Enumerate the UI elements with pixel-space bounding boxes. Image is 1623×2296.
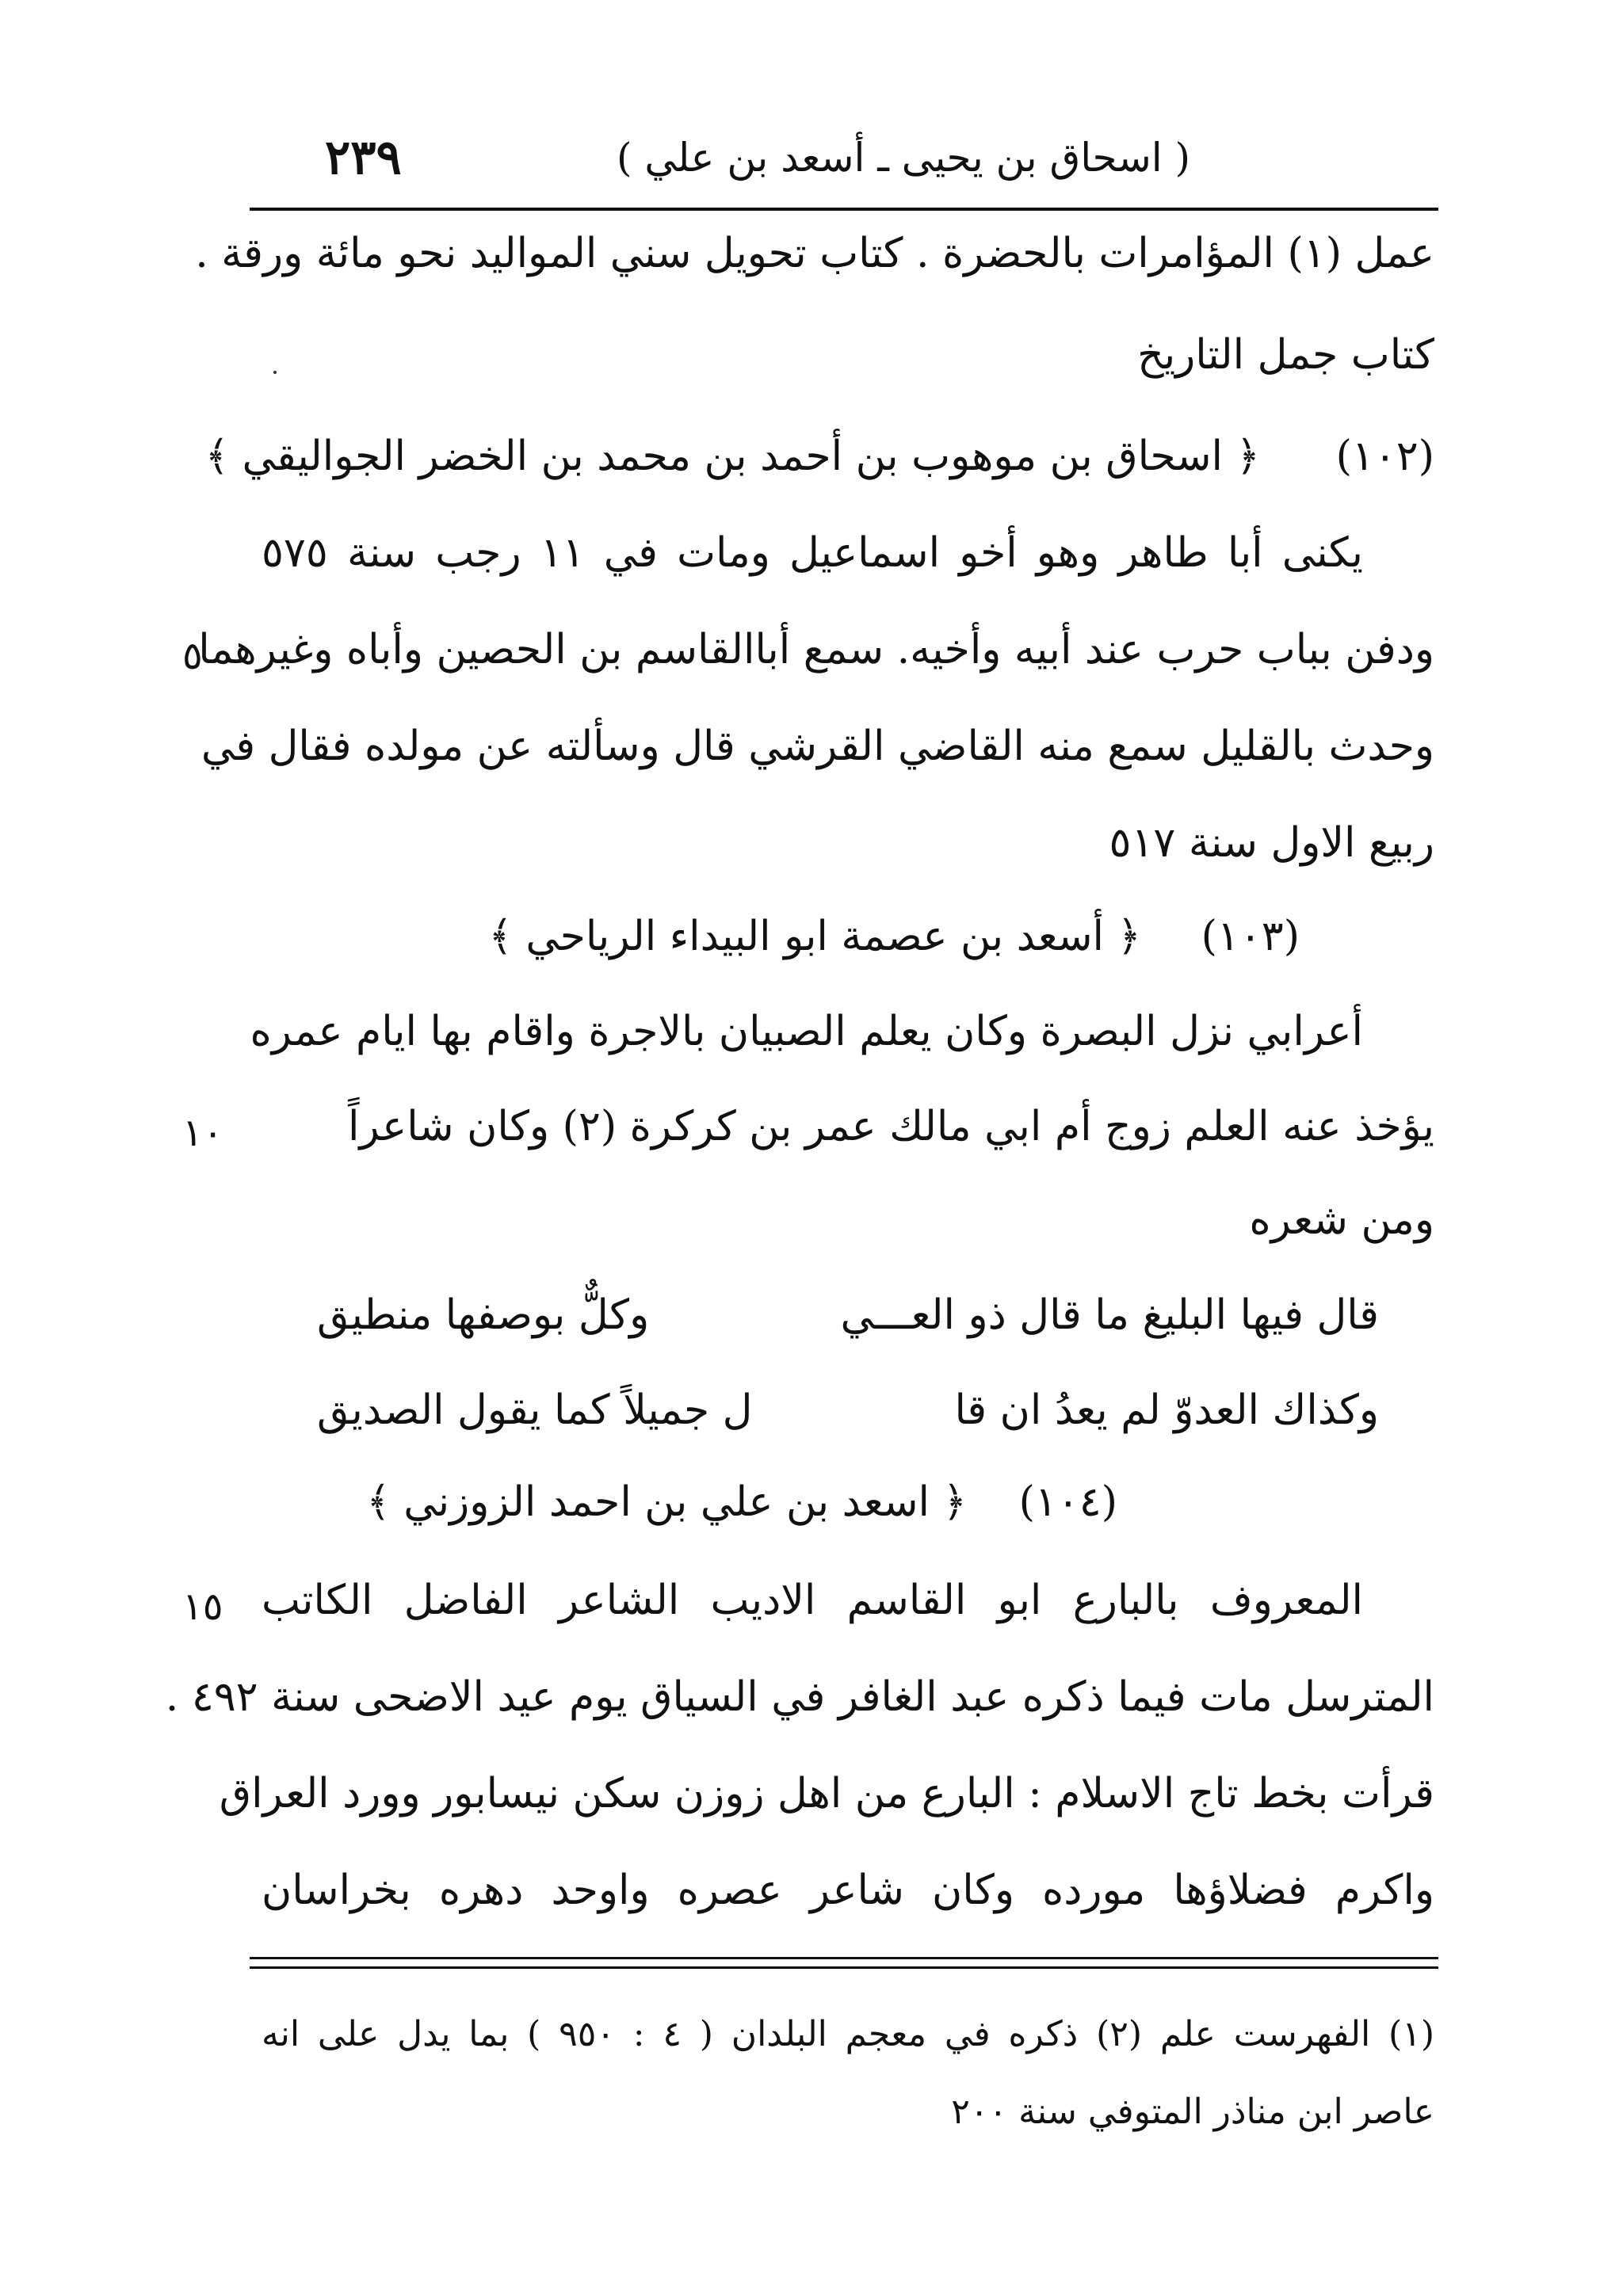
- stray-mark: [273, 371, 277, 374]
- text-line-15: المعروف بالبارع ابو القاسم الاديب الشاعر الفاضل الكاتب: [262, 1577, 1363, 1624]
- footnote-line-2: عاصر ابن مناذر المتوفي سنة ٢٠٠: [951, 2092, 1434, 2132]
- entry-104-title: ﴿ اسعد بن علي بن احمد الزوزني ﴾: [366, 1478, 967, 1526]
- text-line-5: ودفن بباب حرب عند أبيه وأخيه. سمع أباالقاسم بن الحصين وأباه وغيرهما: [198, 626, 1434, 673]
- entry-103-title: ﴿ أسعد بن عصمة ابو البيداء الرياحي ﴾: [488, 913, 1141, 960]
- verse-1-second-hemistich: وكلٌّ بوصفها منطيق: [317, 1291, 650, 1339]
- text-line-18: واكرم فضلاؤها مورده وكان شاعر عصره واوحد دهره بخراسان: [262, 1867, 1434, 1914]
- running-header-title: ( اسحاق بن يحيى ـ أسعد بن علي ): [616, 135, 1191, 181]
- margin-line-number-15: ١٥: [182, 1585, 223, 1629]
- entry-102-number: (١٠٢): [1335, 433, 1434, 480]
- entry-103-number: (١٠٣): [1201, 913, 1300, 960]
- running-header: [269, 119, 1442, 206]
- header-rule: [250, 208, 1438, 211]
- text-line-10: يؤخذ عنه العلم زوج أم ابي مالك عمر بن كركرة (٢) وكان شاعراً: [348, 1103, 1434, 1150]
- footnote-line-1: (١) الفهرست علم (٢) ذكره في معجم البلدان ( ٤ : ٩٥٠ ) بما يدل على انه: [262, 2014, 1435, 2054]
- text-line-11: ومن شعره: [1249, 1196, 1434, 1244]
- footnote-rule-upper: [250, 1957, 1438, 1959]
- text-line-16: المترسل مات فيما ذكره عبد الغافر في السياق يوم عيد الاضحى سنة ٤٩٢ .: [165, 1673, 1434, 1721]
- page-number: ٢٣٩: [325, 130, 402, 185]
- text-line-6: وحدث بالقليل سمع منه القاضي القرشي قال وسألته عن مولده فقال في: [200, 723, 1434, 770]
- footnote-rule-lower: [250, 1966, 1438, 1969]
- text-line-2: كتاب جمل التاريخ: [1137, 331, 1434, 379]
- margin-line-number-5: ٥: [182, 634, 203, 678]
- text-line-9: أعرابي نزل البصرة وكان يعلم الصبيان بالاجرة واقام بها ايام عمره: [250, 1008, 1363, 1055]
- verse-2-second-hemistich: ل جميلاً كما يقول الصديق: [317, 1386, 753, 1434]
- entry-102-title: ﴿ اسحاق بن موهوب بن أحمد بن محمد بن الخضر الجواليقي ﴾: [204, 433, 1260, 480]
- margin-line-number-10: ١٠: [182, 1111, 223, 1155]
- text-line-17: قرأت بخط تاج الاسلام : البارع من اهل زوزن سكن نيسابور وورد العراق: [219, 1770, 1434, 1817]
- verse-1-first-hemistich: قال فيها البليغ ما قال ذو العـــي: [840, 1291, 1379, 1339]
- text-line-7: ربيع الاول سنة ٥١٧: [1109, 819, 1434, 867]
- text-line-4: يكنى أبا طاهر وهو أخو اسماعيل ومات في ١١ رجب سنة ٥٧٥: [262, 529, 1364, 577]
- text-line-1: عمل (١) المؤامرات بالحضرة . كتاب تحويل سني المواليد نحو مائة ورقة .: [195, 230, 1434, 277]
- verse-2-first-hemistich: وكذاك العدوّ لم يعدُ ان قا: [954, 1386, 1379, 1434]
- entry-104-number: (١٠٤): [1018, 1478, 1117, 1526]
